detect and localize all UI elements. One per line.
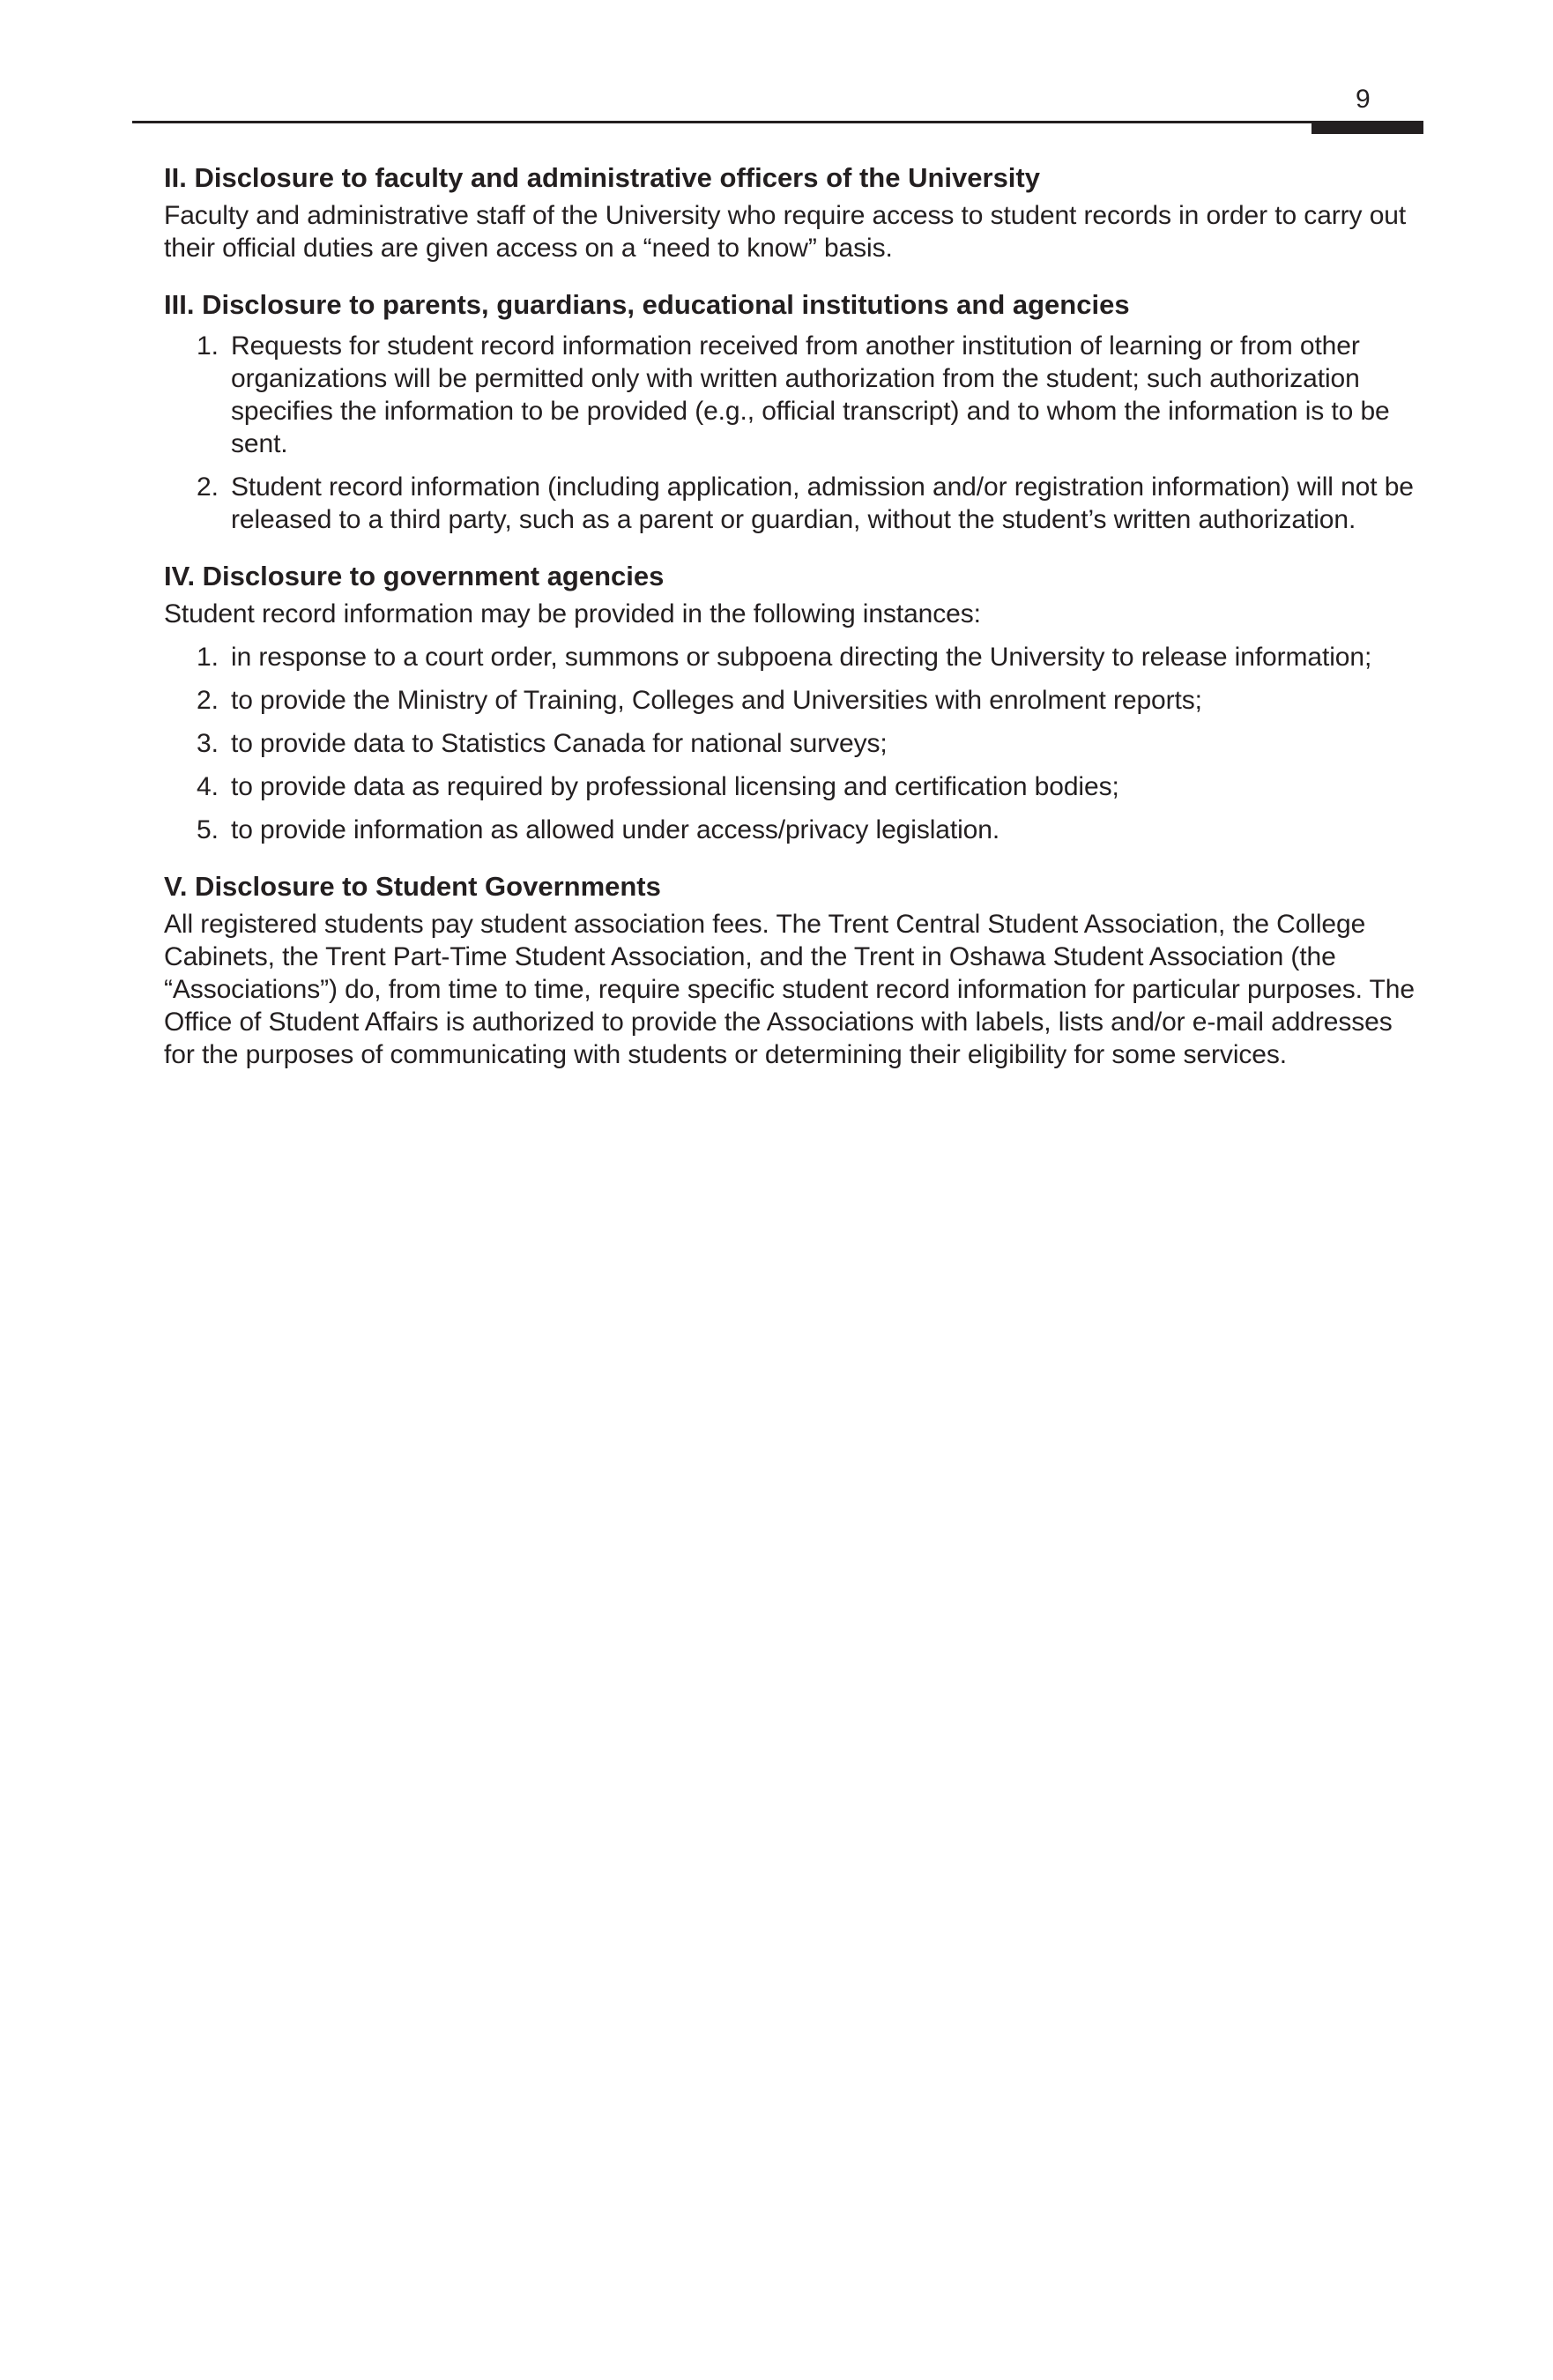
list-item-number: 3. [196, 729, 219, 758]
numbered-list [164, 641, 1424, 846]
list-item-text: Requests for student record information received from another institution of learning or from other organizations will be permitted only with written authorization from the student; such authorization specifies the information to be provided (e.g., official transcript) and to whom the information is to be sent. [231, 331, 1390, 458]
section-student-governments-disclosure [164, 866, 1424, 1071]
list-item [164, 471, 1424, 536]
page-number: 9 [1356, 85, 1371, 114]
numbered-list [164, 330, 1424, 536]
list-item-number: 1. [196, 643, 219, 672]
list-item [164, 727, 1424, 760]
section-heading: II. Disclosure to faculty and administrative officers of the University [164, 162, 1040, 193]
list-item-number: 5. [196, 815, 219, 844]
list-item-number: 2. [196, 472, 219, 502]
list-item [164, 770, 1424, 803]
list-item [164, 641, 1424, 673]
section-paragraph: All registered students pay student association fees. The Trent Central Student Association, the College Cabinets, the Trent Part-Time Student Association, and the Trent in Oshawa Student Association (the “Associations”) do, from time to time, require specific student record information for particular purposes. The Office of Student Affairs is authorized to provide the Associations with labels, lists and/or e-mail addresses for the purposes of communicating with students or determining their eligibility for some services. [164, 910, 1415, 1069]
list-item-number: 4. [196, 772, 219, 801]
section-heading: IV. Disclosure to government agencies [164, 561, 665, 591]
list-item [164, 684, 1424, 717]
list-item-text: to provide the Ministry of Training, Colleges and Universities with enrolment reports; [231, 686, 1202, 715]
header-tab-bar [1312, 123, 1423, 134]
list-item-text: to provide data to Statistics Canada for national surveys; [231, 729, 888, 758]
section-parents-disclosure [164, 284, 1424, 536]
list-item-number: 2. [196, 686, 219, 715]
list-item-number: 1. [196, 331, 219, 361]
list-item-text: Student record information (including application, admission and/or registration information) will not be released to a third party, such as a parent or guardian, without the student’s written authorization. [231, 472, 1414, 534]
section-paragraph: Faculty and administrative staff of the University who require access to student records in order to carry out their official duties are given access on a “need to know” basis. [164, 201, 1407, 263]
section-heading: V. Disclosure to Student Governments [164, 871, 661, 902]
list-item [164, 814, 1424, 846]
section-paragraph: Student record information may be provided in the following instances: [164, 599, 981, 628]
page-content [164, 157, 1424, 1071]
list-item-text: to provide information as allowed under access/privacy legislation. [231, 815, 1000, 844]
header-rule [132, 121, 1423, 123]
list-item-text: in response to a court order, summons or subpoena directing the University to release information; [231, 643, 1372, 672]
section-government-disclosure [164, 555, 1424, 846]
section-faculty-disclosure [164, 157, 1424, 264]
list-item-text: to provide data as required by professional licensing and certification bodies; [231, 772, 1119, 801]
list-item [164, 330, 1424, 460]
section-heading: III. Disclosure to parents, guardians, educational institutions and agencies [164, 289, 1130, 320]
